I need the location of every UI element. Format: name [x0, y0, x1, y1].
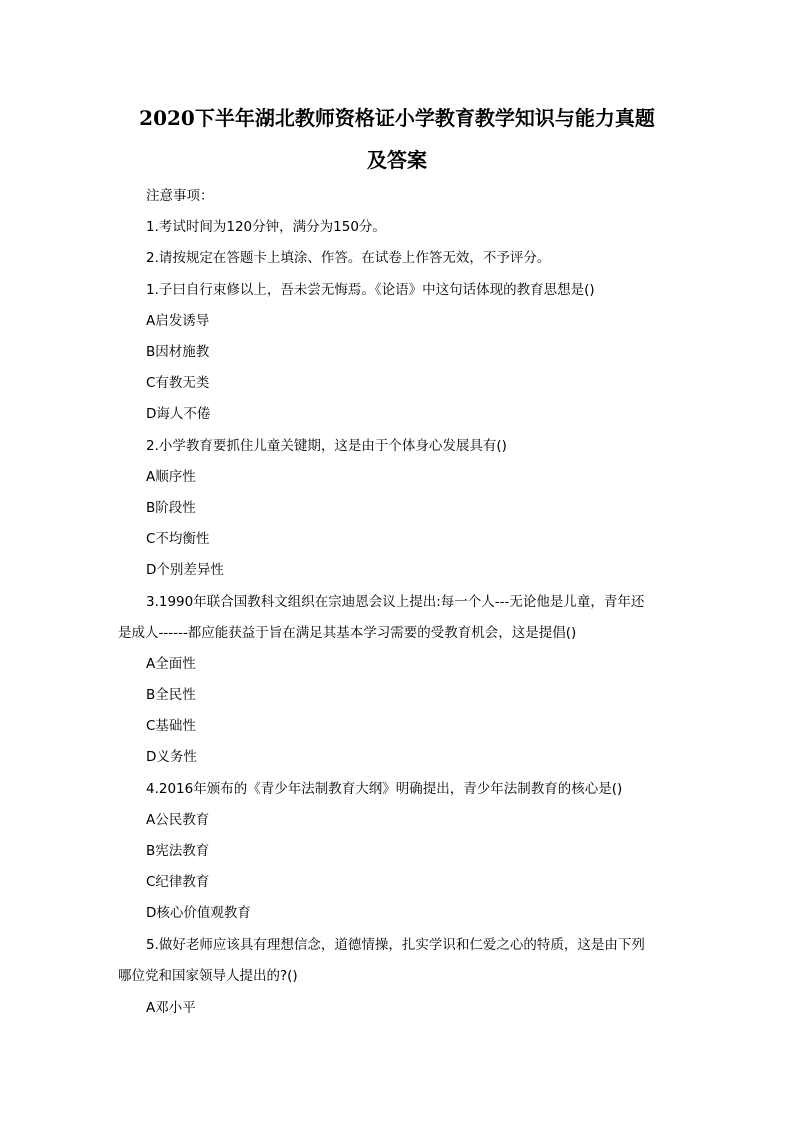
question-2-option-b: B阶段性	[146, 500, 196, 516]
notice-item-2: 2.请按规定在答题卡上填涂、作答。在试卷上作答无效，不予评分。	[146, 250, 551, 266]
question-1-option-d: D诲人不倦	[146, 406, 211, 422]
document-title-line-2: 及答案	[367, 148, 427, 172]
question-3-stem-line-2: 是成人------都应能获益于旨在满足其基本学习需要的受教育机会，这是提倡()	[118, 625, 577, 641]
question-5-stem-line-2: 哪位党和国家领导人提出的?()	[118, 968, 298, 984]
question-2-option-d: D个别差异性	[146, 562, 224, 578]
question-3-stem-line-1: 3.1990年联合国教科文组织在宗迪恩会议上提出:每一个人---无论他是儿童，青年还	[146, 594, 645, 610]
question-2-stem: 2.小学教育要抓住儿童关键期，这是由于个体身心发展具有()	[146, 438, 507, 454]
question-2-option-a: A顺序性	[146, 469, 196, 485]
question-3-option-d: D义务性	[146, 749, 197, 765]
question-1-option-b: B因材施教	[146, 344, 210, 360]
notice-heading: 注意事项：	[146, 188, 214, 204]
question-3-option-a: A全面性	[146, 656, 196, 672]
question-1-option-c: C有教无类	[146, 375, 210, 391]
notice-item-1: 1.考试时间为120分钟，满分为150分。	[146, 219, 386, 235]
question-3-option-c: C基础性	[146, 718, 196, 734]
question-1-stem: 1.子曰自行束修以上，吾未尝无悔焉。《论语》中这句话体现的教育思想是()	[146, 282, 595, 298]
question-5-option-a: A邓小平	[146, 1000, 196, 1016]
question-2-option-c: C不均衡性	[146, 531, 210, 547]
question-3-option-b: B全民性	[146, 687, 196, 703]
question-4-option-b: B宪法教育	[146, 843, 210, 859]
question-4-option-a: A公民教育	[146, 812, 210, 828]
question-4-option-d: D核心价值观教育	[146, 905, 251, 921]
question-5-stem-line-1: 5.做好老师应该具有理想信念，道德情操，扎实学识和仁爱之心的特质，这是由下列	[146, 937, 645, 953]
question-1-option-a: A启发诱导	[146, 313, 210, 329]
question-4-option-c: C纪律教育	[146, 874, 210, 890]
question-4-stem: 4.2016年颁布的《青少年法制教育大纲》明确提出，青少年法制教育的核心是()	[146, 781, 623, 797]
document-title-line-1: 2020下半年湖北教师资格证小学教育教学知识与能力真题	[139, 106, 655, 130]
